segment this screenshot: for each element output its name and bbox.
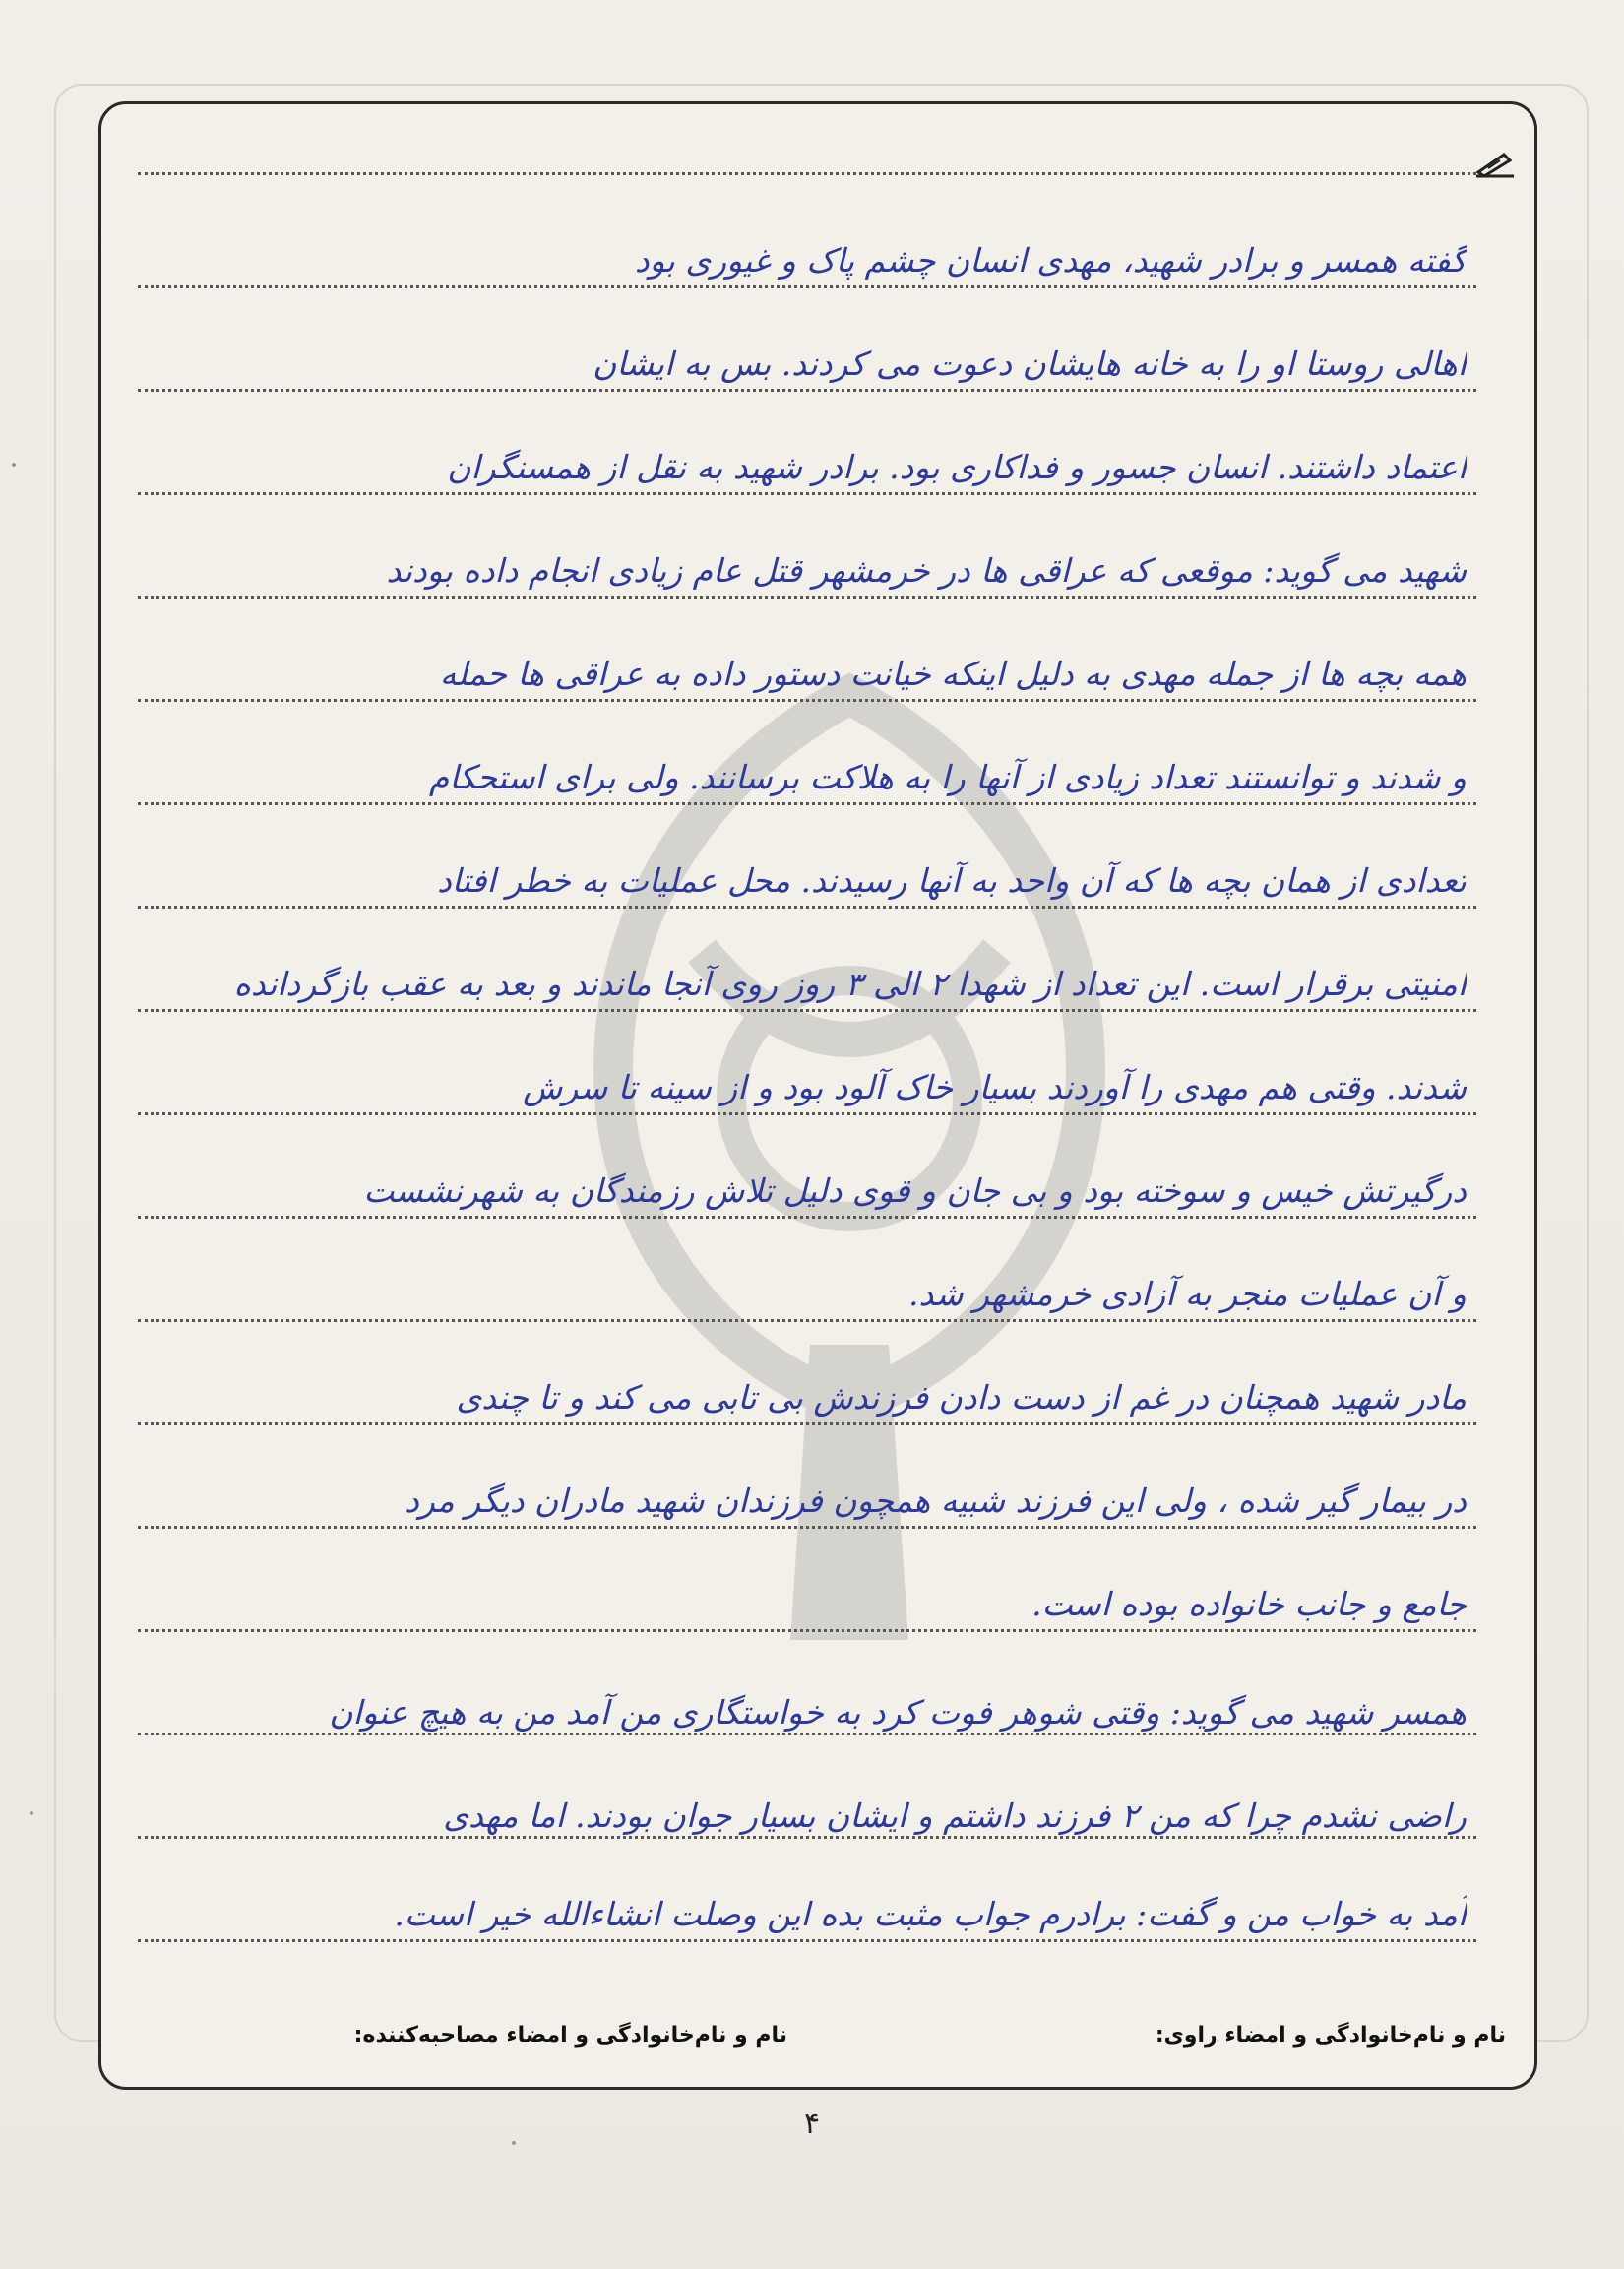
ruled-line <box>138 1422 1476 1425</box>
handwritten-line: همه بچه ها از جمله مهدی به دلیل اینکه خیانت دستور داده به عراقی ها حمله <box>439 655 1467 693</box>
ruled-line <box>138 285 1476 288</box>
ruled-line <box>138 492 1476 495</box>
handwritten-line: تعدادی از همان بچه ها که آن واحد به آنها رسیدند. محل عملیات به خطر افتاد <box>437 861 1467 900</box>
handwritten-line: جامع و جانب خانواده بوده است. <box>1031 1585 1467 1623</box>
paper-speck <box>12 463 16 467</box>
page-number: ۴ <box>803 2107 821 2141</box>
paper-speck <box>512 2141 516 2145</box>
ruled-line <box>138 596 1476 599</box>
handwritten-line: درگیرتش خیس و سوخته بود و بی جان و قوی دلیل تلاش رزمندگان به شهرنشست <box>363 1171 1467 1210</box>
ruled-line <box>138 1009 1476 1012</box>
handwritten-line: و آن عملیات منجر به آزادی خرمشهر شد. <box>908 1275 1467 1313</box>
handwritten-line: اهالی روستا او را به خانه هایشان دعوت می کردند. بس به ایشان <box>593 345 1467 383</box>
interviewer-signature-label: نام و نام‌خانوادگی و امضاء مصاحبه‌کننده: <box>353 2023 787 2048</box>
ruled-line <box>138 906 1476 909</box>
handwritten-line: مادر شهید همچنان در غم از دست دادن فرزندش بی تابی می کند و تا چندی <box>456 1378 1467 1417</box>
ruled-line <box>138 1112 1476 1115</box>
handwritten-line: امنیتی برقرار است. این تعداد از شهدا ۲ الی ۳ روز روی آنجا ماندند و بعد به عقب بازگردانده <box>233 965 1467 1003</box>
ruled-line <box>138 1319 1476 1322</box>
handwritten-line: شهید می گوید: موقعی که عراقی ها در خرمشهر قتل عام زیادی انجام داده بودند <box>386 551 1467 590</box>
handwritten-line: آمد به خواب من و گفت: برادرم جواب مثبت بده این وصلت انشاءالله خیر است. <box>394 1895 1467 1933</box>
ruled-line <box>138 1629 1476 1632</box>
ruled-line <box>138 389 1476 392</box>
handwritten-line: و شدند و توانستند تعداد زیادی از آنها را به هلاکت برسانند. ولی برای استحکام <box>428 758 1467 796</box>
ruled-line <box>138 1733 1476 1735</box>
ruled-line <box>138 1939 1476 1942</box>
handwritten-line: همسر شهید می گوید: وقتی شوهر فوت کرد به خواستگاری من آمد من به هیچ عنوان <box>329 1693 1467 1732</box>
handwritten-line: راضی نشدم چرا که من ۲ فرزند داشتم و ایشان بسیار جوان بودند. اما مهدی <box>443 1796 1467 1835</box>
handwritten-line: گفته همسر و برادر شهید، مهدی انسان چشم پاک و غیوری بود <box>634 241 1467 280</box>
narrator-signature-label: نام و نام‌خانوادگی و امضاء راوی: <box>1155 2023 1506 2048</box>
paper-speck <box>30 1811 33 1815</box>
handwritten-line: شدند. وقتی هم مهدی را آوردند بسیار خاک آلود بود و از سینه تا سرش <box>523 1068 1467 1106</box>
ruled-line <box>138 172 1476 175</box>
handwritten-line: اعتماد داشتند. انسان جسور و فداکاری بود. برادر شهید به نقل از همسنگران <box>447 448 1467 486</box>
handwritten-line: در بیمار گیر شده ، ولی این فرزند شبیه همچون فرزندان شهید مادران دیگر مرد <box>405 1481 1467 1520</box>
ruled-line <box>138 1836 1476 1839</box>
ruled-line <box>138 1526 1476 1529</box>
ruled-line <box>138 1216 1476 1219</box>
ruled-line <box>138 699 1476 702</box>
pen-writing-icon <box>1474 149 1516 178</box>
ruled-line <box>138 802 1476 805</box>
